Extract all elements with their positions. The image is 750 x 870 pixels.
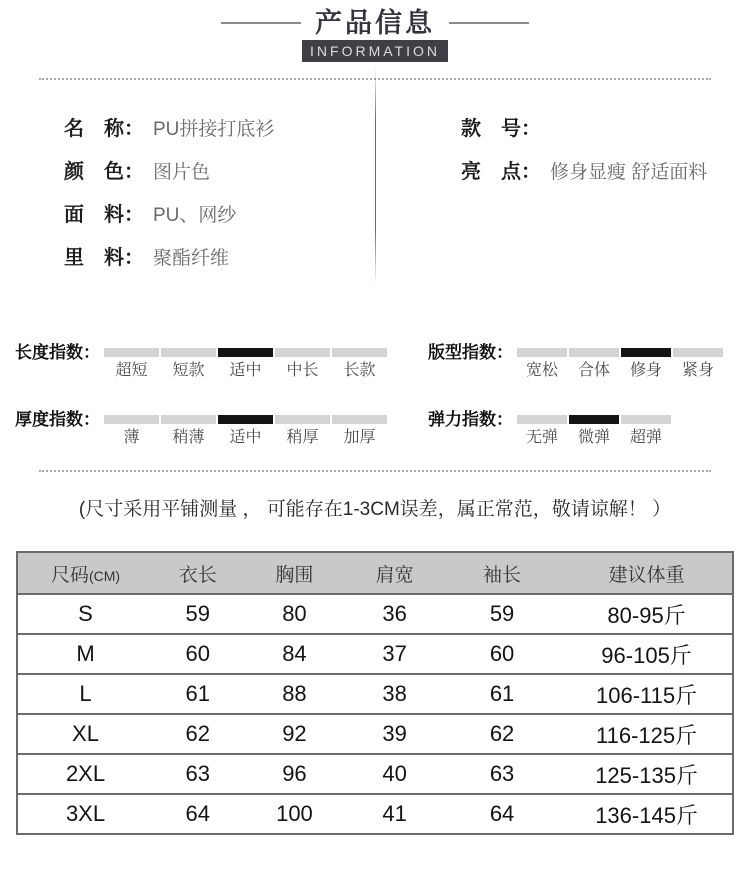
table-row-s <box>17 594 733 634</box>
cell-weight: 136-145斤 <box>561 794 733 834</box>
length-option <box>275 348 330 381</box>
cell-sleeve: 61 <box>443 674 561 714</box>
index-segment <box>569 348 619 357</box>
cell-sleeve: 59 <box>443 594 561 634</box>
cell-length: 63 <box>153 754 243 794</box>
title-right-line <box>449 22 529 24</box>
stretch-option-label: 超弹 <box>629 429 662 446</box>
info-row-lining <box>64 241 375 268</box>
cell-shoulder: 40 <box>346 754 443 794</box>
cell-shoulder: 38 <box>346 674 443 714</box>
dotted-separator-bottom <box>39 470 711 472</box>
cell-shoulder: 39 <box>346 714 443 754</box>
info-row-style-no <box>461 112 750 139</box>
header-size <box>17 552 153 594</box>
length-option <box>161 348 216 381</box>
header-bust: 胸围 <box>243 552 347 594</box>
color-label: 颜 色： <box>64 161 144 183</box>
fit-option <box>569 348 619 381</box>
thickness-option <box>332 415 387 448</box>
table-row-l <box>17 674 733 714</box>
fit-option-label: 修身 <box>629 362 662 379</box>
name-label: 名 称： <box>64 118 144 140</box>
table-row-xl <box>17 714 733 754</box>
information-badge: INFORMATION <box>302 40 448 62</box>
cell-shoulder: 41 <box>346 794 443 834</box>
index-segment <box>673 348 723 357</box>
lining-value: 聚酯纤维 <box>153 248 230 269</box>
cell-size: 3XL <box>17 794 153 834</box>
length-option <box>332 348 387 381</box>
stretch-index-row <box>428 410 750 448</box>
table-row-2xl <box>17 754 733 794</box>
cell-sleeve: 63 <box>443 754 561 794</box>
thickness-index-bar <box>104 415 389 448</box>
title-row <box>0 8 750 38</box>
length-option <box>218 348 273 381</box>
table-row-3xl <box>17 794 733 834</box>
cell-bust: 96 <box>243 754 347 794</box>
index-segment <box>332 415 387 424</box>
cell-size: L <box>17 674 153 714</box>
color-value: 图片色 <box>153 162 211 183</box>
cell-length: 61 <box>153 674 243 714</box>
vertical-divider <box>375 66 376 284</box>
index-segment <box>218 348 273 357</box>
info-row-color <box>64 155 375 182</box>
index-segment <box>569 415 619 424</box>
index-segment <box>275 348 330 357</box>
length-index-row <box>15 343 428 381</box>
length-option-label: 中长 <box>286 362 319 379</box>
fabric-value: PU、网纱 <box>153 205 237 226</box>
thickness-option-label: 稍薄 <box>172 429 205 446</box>
cell-size: S <box>17 594 153 634</box>
thickness-option-label: 加厚 <box>343 429 376 446</box>
highlight-label: 亮 点： <box>461 161 541 183</box>
cell-bust: 80 <box>243 594 347 634</box>
stretch-index-label: 弹力指数： <box>428 410 513 429</box>
stretch-option-label: 微弹 <box>577 429 610 446</box>
stretch-option <box>517 415 567 448</box>
info-row-fabric <box>64 198 375 225</box>
fit-option-label: 紧身 <box>681 362 714 379</box>
index-segment <box>218 415 273 424</box>
cell-sleeve: 64 <box>443 794 561 834</box>
stretch-option <box>621 415 671 448</box>
cell-shoulder: 36 <box>346 594 443 634</box>
index-segment <box>621 415 671 424</box>
size-note: (尺寸采用平铺测量 ， 可能存在1-3CM误差，属正常范，敬请谅解！ ） <box>78 499 672 520</box>
length-index-bar <box>104 348 389 381</box>
header-sleeve: 袖长 <box>443 552 561 594</box>
name-value: PU拼接打底衫 <box>153 119 275 140</box>
stretch-option <box>569 415 619 448</box>
title-left-line <box>221 22 301 24</box>
header-length: 衣长 <box>153 552 243 594</box>
length-index-label: 长度指数： <box>15 343 100 362</box>
fit-option <box>517 348 567 381</box>
cell-length: 64 <box>153 794 243 834</box>
length-option-label: 长款 <box>343 362 376 379</box>
page-header <box>0 0 750 62</box>
cell-sleeve: 62 <box>443 714 561 754</box>
thickness-option-label: 薄 <box>123 429 140 446</box>
index-segment <box>104 348 159 357</box>
cell-size: 2XL <box>17 754 153 794</box>
style-no-label: 款 号： <box>461 118 541 140</box>
cell-weight: 106-115斤 <box>561 674 733 714</box>
index-segment <box>104 415 159 424</box>
cell-sleeve: 60 <box>443 634 561 674</box>
highlight-value: 修身显瘦 舒适面料 <box>550 162 708 183</box>
header-size-unit: (CM) <box>88 567 121 584</box>
info-column-right <box>375 112 750 292</box>
info-column-left <box>0 112 375 292</box>
length-option <box>104 348 159 381</box>
cell-length: 59 <box>153 594 243 634</box>
cell-bust: 100 <box>243 794 347 834</box>
fit-index-label: 版型指数： <box>428 343 513 362</box>
info-row-highlight <box>461 155 750 182</box>
cell-shoulder: 37 <box>346 634 443 674</box>
header-size-text: 尺码 <box>50 564 89 586</box>
cell-bust: 92 <box>243 714 347 754</box>
cell-bust: 88 <box>243 674 347 714</box>
product-info-section <box>0 80 750 292</box>
size-table <box>16 551 734 835</box>
stretch-option-label: 无弹 <box>525 429 558 446</box>
index-segment <box>517 348 567 357</box>
fit-index-bar <box>517 348 725 381</box>
thickness-option <box>218 415 273 448</box>
info-row-name <box>64 112 375 139</box>
index-segment <box>517 415 567 424</box>
fit-option <box>673 348 723 381</box>
thickness-option <box>275 415 330 448</box>
table-row-m <box>17 634 733 674</box>
thickness-option <box>104 415 159 448</box>
fit-option <box>621 348 671 381</box>
index-segment <box>161 348 216 357</box>
cell-size: M <box>17 634 153 674</box>
thickness-index-label: 厚度指数： <box>15 410 100 429</box>
thickness-option-label: 稍厚 <box>286 429 319 446</box>
length-option-label: 超短 <box>115 362 148 379</box>
cell-size: XL <box>17 714 153 754</box>
thickness-option <box>161 415 216 448</box>
header-weight: 建议体重 <box>561 552 733 594</box>
cell-weight: 80-95斤 <box>561 594 733 634</box>
page-title: 产品信息 <box>315 8 435 38</box>
fit-index-row <box>428 343 750 381</box>
cell-weight: 125-135斤 <box>561 754 733 794</box>
lining-label: 里 料： <box>64 247 144 269</box>
fit-option-label: 宽松 <box>525 362 558 379</box>
index-section <box>0 343 750 448</box>
length-option-label: 适中 <box>229 362 262 379</box>
stretch-index-bar <box>517 415 673 448</box>
cell-weight: 116-125斤 <box>561 714 733 754</box>
thickness-option-label: 适中 <box>229 429 262 446</box>
cell-length: 62 <box>153 714 243 754</box>
cell-weight: 96-105斤 <box>561 634 733 674</box>
fit-option-label: 合体 <box>577 362 610 379</box>
cell-bust: 84 <box>243 634 347 674</box>
thickness-index-row <box>15 410 428 448</box>
fabric-label: 面 料： <box>64 204 144 226</box>
index-segment <box>332 348 387 357</box>
cell-length: 60 <box>153 634 243 674</box>
size-table-header-row <box>17 552 733 594</box>
header-shoulder: 肩宽 <box>346 552 443 594</box>
index-segment <box>161 415 216 424</box>
index-segment <box>621 348 671 357</box>
index-segment <box>275 415 330 424</box>
length-option-label: 短款 <box>172 362 205 379</box>
